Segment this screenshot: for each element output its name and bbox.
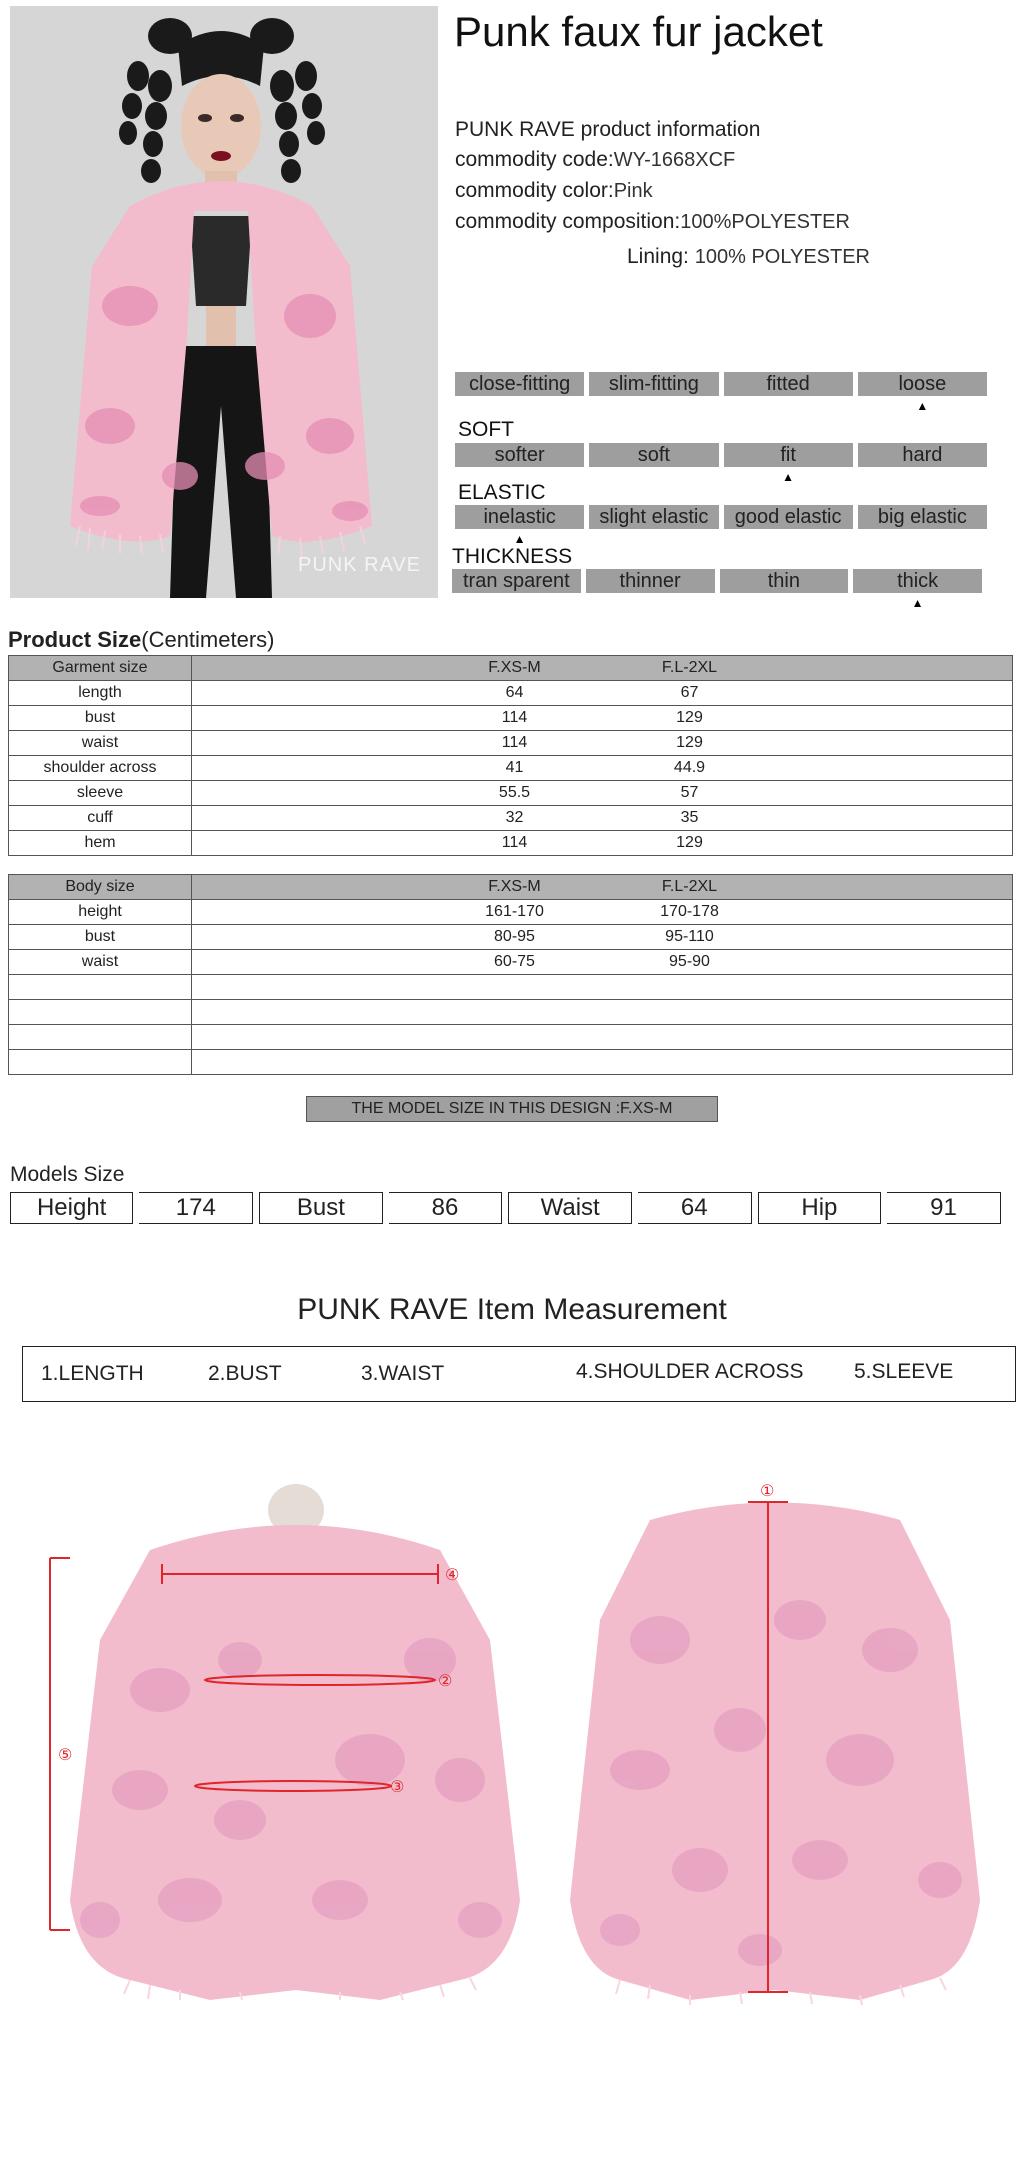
commodity-composition-label: commodity composition: xyxy=(455,210,681,233)
row-values xyxy=(192,681,1013,706)
size-value: 170-178 xyxy=(660,903,719,920)
scale-option-label: hard xyxy=(902,444,943,466)
row-values xyxy=(192,806,1013,831)
elastic-scale xyxy=(455,505,987,546)
thickness-scale-option xyxy=(586,569,715,593)
commodity-composition-value: 100%POLYESTER xyxy=(680,211,850,233)
size-value: F.XS-M xyxy=(488,878,541,895)
models-height-label: Height xyxy=(10,1192,133,1224)
size-value: 60-75 xyxy=(494,953,535,970)
row-label: length xyxy=(9,681,192,706)
row-values xyxy=(192,975,1013,1000)
table-row xyxy=(9,731,1013,756)
product-size-title: Product Size xyxy=(8,627,142,652)
sleeve-measure-line xyxy=(50,1558,73,1930)
product-size-table xyxy=(8,655,1013,856)
marker-1: ① xyxy=(760,1481,775,1500)
row-label: shoulder across xyxy=(9,756,192,781)
models-waist-value: 64 xyxy=(638,1192,752,1224)
jacket-back-diagram xyxy=(560,1480,1000,2020)
size-value: 64 xyxy=(505,684,524,701)
row-values xyxy=(192,831,1013,856)
thickness-scale-option xyxy=(720,569,849,593)
selected-marker-icon: ▲ xyxy=(513,532,526,546)
size-value: F.L-2XL xyxy=(661,659,718,676)
row-values xyxy=(192,756,1013,781)
size-value: 32 xyxy=(505,809,524,826)
row-label xyxy=(9,975,192,1000)
marker-3: ③ xyxy=(390,1777,405,1796)
row-values xyxy=(192,1050,1013,1075)
row-label: bust xyxy=(9,925,192,950)
marker-2: ② xyxy=(438,1671,453,1690)
row-label: waist xyxy=(9,950,192,975)
scale-option-label: softer xyxy=(494,444,545,466)
commodity-composition-row xyxy=(455,210,850,234)
table-row xyxy=(9,681,1013,706)
models-height-value: 174 xyxy=(139,1192,253,1224)
soft-scale-option xyxy=(724,443,853,484)
row-values xyxy=(192,781,1013,806)
row-label xyxy=(9,1025,192,1050)
fit-scale-option xyxy=(455,372,584,396)
models-hip-label: Hip xyxy=(758,1192,881,1224)
row-label: Garment size xyxy=(9,656,192,681)
size-value: 161-170 xyxy=(485,903,544,920)
elastic-scale-option xyxy=(589,505,718,529)
row-label: height xyxy=(9,900,192,925)
row-label xyxy=(9,1000,192,1025)
size-value: 57 xyxy=(680,784,699,801)
marker-4: ④ xyxy=(445,1565,460,1584)
row-values xyxy=(192,656,1013,681)
row-label: hem xyxy=(9,831,192,856)
measurement-legend xyxy=(22,1346,1016,1402)
measurement-item-shoulder: 4.SHOULDER ACROSS xyxy=(576,1360,804,1383)
commodity-color-value: Pink xyxy=(613,180,653,202)
size-value: 95-90 xyxy=(669,953,710,970)
elastic-scale-option xyxy=(455,505,584,546)
table-row xyxy=(9,975,1013,1000)
scale-option-label: big elastic xyxy=(877,506,967,528)
soft-scale-label: SOFT xyxy=(458,418,514,441)
thickness-scale-option xyxy=(853,569,982,610)
row-values xyxy=(192,950,1013,975)
elastic-scale-option xyxy=(724,505,853,529)
table-row xyxy=(9,806,1013,831)
model-size-note: THE MODEL SIZE IN THIS DESIGN :F.XS-M xyxy=(306,1096,718,1122)
models-hip-value: 91 xyxy=(887,1192,1001,1224)
size-value: 67 xyxy=(680,684,699,701)
measurement-item-waist: 3.WAIST xyxy=(361,1362,445,1385)
measurement-item-bust: 2.BUST xyxy=(208,1362,282,1385)
jacket-front-diagram xyxy=(40,1480,540,2000)
row-label: sleeve xyxy=(9,781,192,806)
table-header-row xyxy=(9,656,1013,681)
row-label: bust xyxy=(9,706,192,731)
scale-option-label: soft xyxy=(637,444,670,466)
scale-option-label: slight elastic xyxy=(599,506,709,528)
measurement-item-length: 1.LENGTH xyxy=(41,1362,144,1385)
measurement-item-sleeve: 5.SLEEVE xyxy=(854,1360,954,1383)
scale-option-label: close-fitting xyxy=(469,373,571,395)
scale-option-label: slim-fitting xyxy=(608,373,699,395)
commodity-code-row xyxy=(455,148,735,172)
body-size-table xyxy=(8,874,1013,1075)
row-label: Body size xyxy=(9,875,192,900)
table-row xyxy=(9,706,1013,731)
scale-option-label: inelastic xyxy=(483,506,556,528)
row-values xyxy=(192,900,1013,925)
photo-watermark: PUNK RAVE xyxy=(298,554,422,576)
size-value: F.XS-M xyxy=(488,659,541,676)
fit-scale xyxy=(455,372,987,413)
scale-option-label: fit xyxy=(780,444,796,466)
selected-marker-icon: ▲ xyxy=(916,399,929,413)
row-values xyxy=(192,875,1013,900)
commodity-code-value: WY-1668XCF xyxy=(613,149,736,171)
product-photo-model xyxy=(10,6,438,598)
product-size-unit: (Centimeters) xyxy=(141,627,275,652)
product-size-heading xyxy=(8,627,275,653)
table-row xyxy=(9,1000,1013,1025)
size-value: 35 xyxy=(680,809,699,826)
row-label: cuff xyxy=(9,806,192,831)
row-values xyxy=(192,706,1013,731)
measurement-title: PUNK RAVE Item Measurement xyxy=(297,1293,727,1326)
table-row xyxy=(9,756,1013,781)
models-bust-value: 86 xyxy=(389,1192,503,1224)
soft-scale-option xyxy=(589,443,718,467)
scale-option-label: thick xyxy=(897,570,939,592)
size-value: 55.5 xyxy=(498,784,531,801)
row-values xyxy=(192,925,1013,950)
table-row xyxy=(9,831,1013,856)
table-row xyxy=(9,925,1013,950)
model-illustration xyxy=(10,6,438,598)
brand-info: PUNK RAVE product information xyxy=(455,118,761,141)
table-header-row xyxy=(9,875,1013,900)
table-row xyxy=(9,1050,1013,1075)
lining-row xyxy=(627,245,870,269)
selected-marker-icon: ▲ xyxy=(911,596,924,610)
fit-scale-option xyxy=(589,372,718,396)
scale-option-label: thinner xyxy=(619,570,681,592)
row-values xyxy=(192,731,1013,756)
scale-option-label: good elastic xyxy=(734,506,842,528)
size-value: 129 xyxy=(676,834,703,851)
soft-scale-option xyxy=(858,443,987,467)
thickness-scale xyxy=(452,569,982,610)
commodity-color-label: commodity color: xyxy=(455,179,614,202)
commodity-color-row xyxy=(455,179,653,203)
product-title: Punk faux fur jacket xyxy=(454,8,823,55)
size-value: 95-110 xyxy=(665,928,714,945)
scale-option-label: loose xyxy=(898,373,947,395)
row-label: waist xyxy=(9,731,192,756)
marker-5: ⑤ xyxy=(58,1745,73,1764)
thickness-scale-label: THICKNESS xyxy=(452,545,573,568)
fit-scale-option xyxy=(724,372,853,396)
elastic-scale-option xyxy=(858,505,987,529)
scale-option-label: thin xyxy=(767,570,800,592)
models-size-table xyxy=(4,1192,1007,1224)
row-values xyxy=(192,1025,1013,1050)
fit-scale-option xyxy=(858,372,987,413)
soft-scale xyxy=(455,443,987,484)
models-size-title: Models Size xyxy=(10,1163,125,1186)
size-value: 80-95 xyxy=(494,928,535,945)
size-value: 41 xyxy=(505,759,524,776)
row-values xyxy=(192,1000,1013,1025)
scale-option-label: tran sparent xyxy=(463,570,570,592)
table-row xyxy=(9,950,1013,975)
scale-option-label: fitted xyxy=(766,373,810,395)
lining-label: Lining: xyxy=(627,245,689,268)
table-row xyxy=(9,781,1013,806)
commodity-code-label: commodity code: xyxy=(455,148,614,171)
models-waist-label: Waist xyxy=(508,1192,631,1224)
size-value: 44.9 xyxy=(673,759,706,776)
soft-scale-option xyxy=(455,443,584,467)
thickness-scale-option xyxy=(452,569,581,593)
table-row xyxy=(9,900,1013,925)
selected-marker-icon: ▲ xyxy=(782,470,795,484)
row-label xyxy=(9,1050,192,1075)
size-value: 114 xyxy=(501,709,528,726)
size-value: 129 xyxy=(676,709,703,726)
elastic-scale-label: ELASTIC xyxy=(458,481,546,504)
size-value: F.L-2XL xyxy=(661,878,718,895)
size-value: 129 xyxy=(676,734,703,751)
table-row xyxy=(9,1025,1013,1050)
lining-value: 100% POLYESTER xyxy=(694,246,870,268)
models-bust-label: Bust xyxy=(259,1192,382,1224)
size-value: 114 xyxy=(501,734,528,751)
size-value: 114 xyxy=(501,834,528,851)
